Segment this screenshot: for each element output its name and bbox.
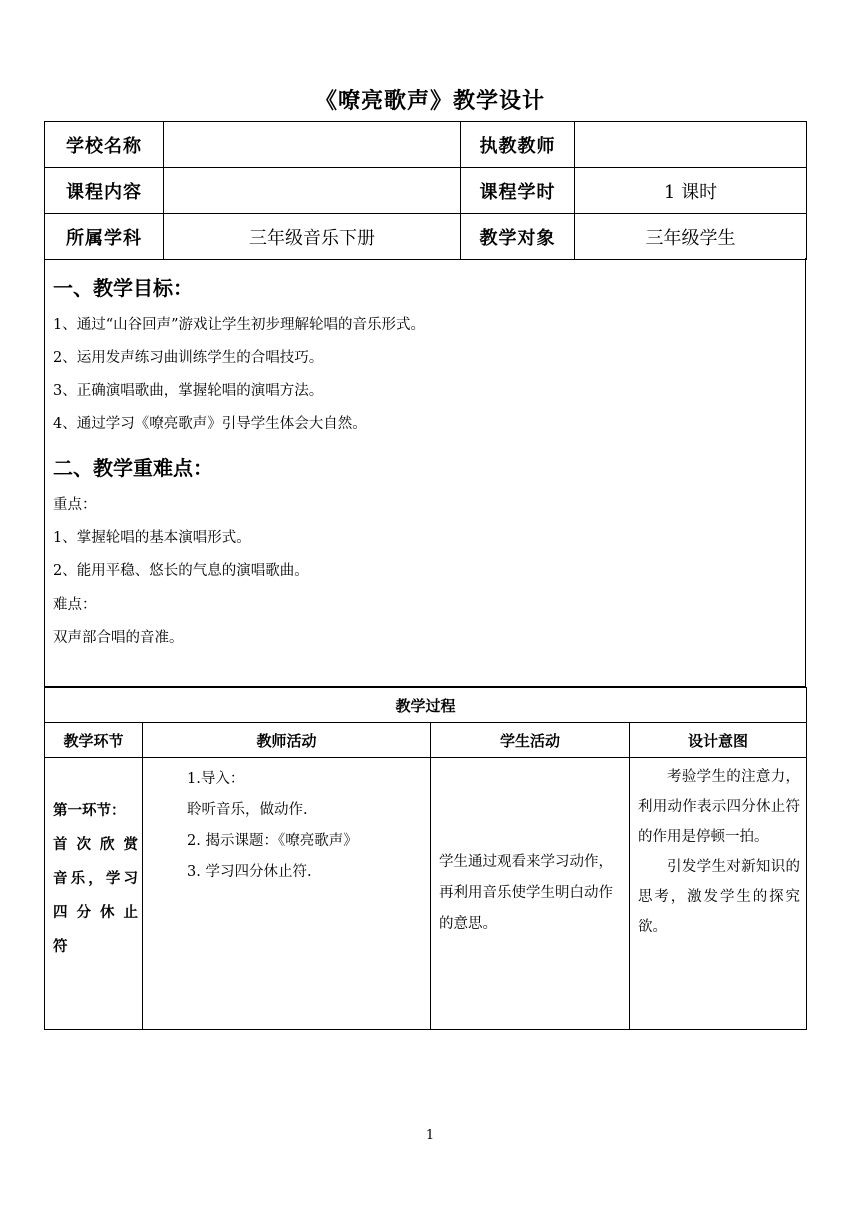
hours-value: 1 课时 — [575, 168, 807, 214]
objective-item: 3、正确演唱歌曲，掌握轮唱的演唱方法。 — [53, 383, 324, 399]
stage-line: 符 — [53, 939, 68, 955]
objective-item: 2、运用发声练习曲训练学生的合唱技巧。 — [53, 350, 324, 366]
stage-cell — [45, 758, 143, 1030]
info-table — [44, 121, 807, 260]
subject-value: 三年级音乐下册 — [164, 214, 461, 260]
student-activity-text: 学生通过观看来学习动作，再利用音乐使学生明白动作的意思。 — [439, 854, 613, 932]
header-student-activity: 学生活动 — [431, 723, 630, 758]
difficult-item: 双声部合唱的音准。 — [53, 630, 184, 646]
objectives-section — [44, 258, 806, 687]
teacher-line: 聆听音乐，做动作. — [187, 802, 308, 818]
teacher-line: 2. 揭示课题：《嘹亮歌声》 — [187, 833, 358, 849]
school-value — [164, 122, 461, 168]
subject-label: 所属学科 — [45, 214, 164, 260]
document-title: 《嘹亮歌声》教学设计 — [314, 88, 545, 114]
header-teacher-activity: 教师活动 — [143, 723, 431, 758]
intent-paragraph: 引发学生对新知识的思考，激发学生的探究欲。 — [638, 859, 801, 935]
audience-value: 三年级学生 — [575, 214, 807, 260]
teacher-value — [575, 122, 807, 168]
objective-item: 4、通过学习《嘹亮歌声》引导学生体会大自然。 — [53, 416, 367, 432]
objective-item: 1、通过“山谷回声”游戏让学生初步理解轮唱的音乐形式。 — [53, 317, 426, 333]
intent-paragraph: 考验学生的注意力，利用动作表示四分休止符的作用是停顿一拍。 — [638, 769, 801, 845]
audience-label: 教学对象 — [461, 214, 575, 260]
hours-label: 课程学时 — [461, 168, 575, 214]
stage-line: 第一环节： — [53, 803, 126, 819]
difficult-label: 难点： — [53, 597, 97, 613]
course-label: 课程内容 — [45, 168, 164, 214]
header-design-intent: 设计意图 — [630, 723, 807, 758]
teacher-activity-cell — [143, 758, 431, 1030]
design-intent-cell — [630, 758, 807, 1030]
key-item: 2、能用平稳、悠长的气息的演唱歌曲。 — [53, 563, 309, 579]
school-label: 学校名称 — [45, 122, 164, 168]
objectives-heading: 一、教学目标： — [53, 276, 193, 300]
course-value — [164, 168, 461, 214]
stage-line: 首次欣赏 — [53, 837, 138, 853]
key-item: 1、掌握轮唱的基本演唱形式。 — [53, 530, 251, 546]
teacher-line: 1.导入： — [187, 771, 245, 787]
teacher-label: 执教教师 — [461, 122, 575, 168]
stage-line: 四分休止 — [53, 905, 138, 921]
header-stage: 教学环节 — [45, 723, 143, 758]
process-title: 教学过程 — [45, 688, 807, 723]
page-number: 1 — [425, 1128, 435, 1143]
student-activity-cell — [431, 758, 630, 1030]
process-table — [44, 687, 807, 1030]
key-label: 重点： — [53, 497, 97, 513]
stage-line: 音乐，学习 — [53, 871, 138, 887]
key-points-heading: 二、教学重难点： — [53, 456, 213, 480]
teacher-line: 3. 学习四分休止符. — [187, 864, 312, 880]
